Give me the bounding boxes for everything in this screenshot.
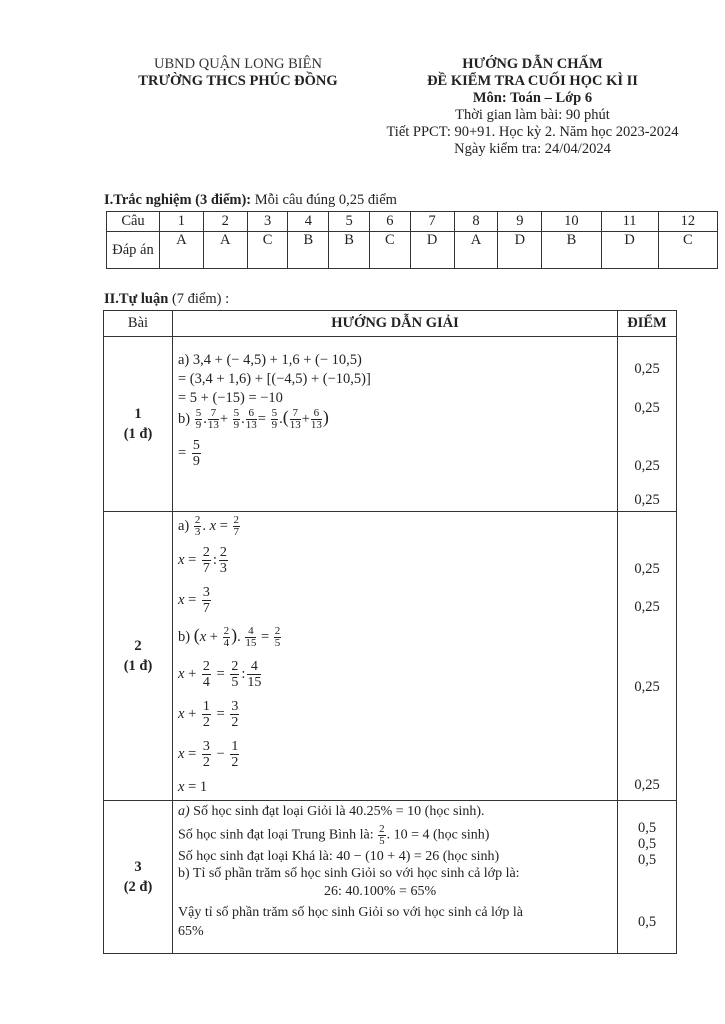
q3-number: 3 bbox=[134, 859, 142, 875]
q2-score: 0,25 bbox=[634, 599, 660, 615]
question-2-row bbox=[104, 512, 677, 801]
q1-score: 0,25 bbox=[634, 458, 660, 474]
q3-score: 0,5 bbox=[637, 852, 657, 868]
q3-line-a3: Số học sinh đạt loại Khá là: 40 − (10 + 4) = 26 (học sinh) bbox=[178, 849, 500, 864]
answer-letter: C bbox=[247, 232, 288, 269]
answer-letter: B bbox=[329, 232, 370, 269]
q2-line-b3: x + $\frac{1}{2}$ = $\frac{3}{2}$ bbox=[178, 699, 239, 730]
question-row bbox=[107, 212, 718, 232]
answer-letter: B bbox=[288, 232, 329, 269]
q3-a-prefix: a) bbox=[178, 804, 190, 819]
q2-line-b1: b) (x + $\frac{2}{4}$ ). $\frac{4}{15}$ = $\frac{2}{5}$ bbox=[178, 625, 281, 650]
answer-letter: A bbox=[203, 232, 247, 269]
question-number: 1 bbox=[160, 212, 204, 232]
q1-scores bbox=[618, 337, 677, 512]
q1-score: 0,25 bbox=[634, 361, 660, 377]
answer-letter: D bbox=[498, 232, 542, 269]
q2-score: 0,25 bbox=[634, 777, 660, 793]
part2-heading bbox=[104, 291, 229, 308]
answer-key-table bbox=[106, 211, 718, 269]
q3-a2-pre: Số học sinh đạt loại Trung Bình là: bbox=[178, 827, 378, 843]
question-number: 5 bbox=[329, 212, 370, 232]
answer-letter: D bbox=[601, 232, 658, 269]
col-header-bai: Bài bbox=[104, 311, 173, 337]
question-number: 4 bbox=[288, 212, 329, 232]
q3-score: 0,5 bbox=[637, 820, 657, 836]
q2-line-a2: x = $\frac{2}{7}$ : $\frac{2}{3}$ bbox=[178, 545, 227, 576]
q1-solution bbox=[173, 337, 618, 512]
period-info: Tiết PPCT: 90+91. Học kỳ 2. Năm học 2023-2024 bbox=[386, 124, 679, 140]
doc-title: HƯỚNG DẪN CHẤM bbox=[462, 56, 603, 72]
table-header-row bbox=[104, 311, 677, 337]
q2-score: 0,25 bbox=[634, 561, 660, 577]
q3-line-b2: 26: 40.100% = 65% bbox=[324, 884, 437, 899]
answer-letter: B bbox=[542, 232, 601, 269]
answer-letter: C bbox=[369, 232, 410, 269]
question-number: 3 bbox=[247, 212, 288, 232]
subject: Môn: Toán – Lớp 6 bbox=[472, 90, 593, 106]
q3-scores bbox=[618, 801, 677, 954]
part1-heading bbox=[104, 192, 397, 209]
question-number: 9 bbox=[498, 212, 542, 232]
row-label-answer: Đáp án bbox=[107, 232, 160, 269]
q3-a1-text: Số học sinh đạt loại Giỏi là 40.25% = 10 (học sinh). bbox=[189, 804, 485, 819]
school-header bbox=[108, 56, 368, 90]
q1-score: 0,25 bbox=[634, 400, 660, 416]
q1-label-cell bbox=[104, 337, 173, 512]
q3-line-b1: b) Tỉ số phần trăm số học sinh Giỏi so với học sinh cả lớp là: bbox=[178, 866, 520, 881]
q3-label-cell bbox=[104, 801, 173, 954]
q3-line-b3: Vậy tỉ số phần trăm số học sinh Giỏi so với học sinh cả lớp là bbox=[178, 905, 523, 920]
q2-solution bbox=[173, 512, 618, 801]
question-number: 8 bbox=[454, 212, 498, 232]
q3-score: 0,5 bbox=[637, 914, 657, 930]
q3-line-a2: Số học sinh đạt loại Trung Bình là: $\frac{2}{5}$ . 10 = 4 (học sinh) bbox=[178, 823, 490, 847]
q1-score: 0,25 bbox=[634, 492, 660, 508]
exam-title: ĐỀ KIỂM TRA CUỐI HỌC KÌ II bbox=[427, 73, 638, 89]
q1-number: 1 bbox=[134, 406, 142, 422]
answer-letter: A bbox=[160, 232, 204, 269]
answer-letter: A bbox=[454, 232, 498, 269]
part1-title: I.Trắc nghiệm (3 điểm): bbox=[104, 192, 252, 208]
question-number: 10 bbox=[542, 212, 601, 232]
q2-line-b4: x = $\frac{3}{2}$ − $\frac{1}{2}$ bbox=[178, 739, 239, 770]
question-number: 7 bbox=[410, 212, 454, 232]
answer-letter: C bbox=[658, 232, 717, 269]
question-3-row bbox=[104, 801, 677, 954]
question-number: 11 bbox=[601, 212, 658, 232]
school-name: TRƯỜNG THCS PHÚC ĐỒNG bbox=[138, 73, 338, 89]
q2-points: (1 đ) bbox=[123, 658, 153, 674]
q2-line-a3: x = $\frac{3}{7}$ bbox=[178, 585, 210, 616]
essay-guide-table bbox=[103, 310, 677, 954]
q2-line-a1: a) $\frac{2}{3}$ . x = $\frac{2}{7}$ bbox=[178, 514, 240, 538]
q1-points: (1 đ) bbox=[123, 426, 153, 442]
q2-label-cell bbox=[104, 512, 173, 801]
q3-a2-post: . 10 = 4 (học sinh) bbox=[386, 827, 490, 843]
q3-score: 0,5 bbox=[637, 836, 657, 852]
part1-note: Mỗi câu đúng 0,25 điểm bbox=[251, 192, 397, 208]
q2-line-b5: x = 1 bbox=[178, 779, 208, 795]
district-name: UBND QUẬN LONG BIÊN bbox=[154, 56, 322, 72]
q1-line-b2: = $\frac{5}{9}$ bbox=[178, 438, 200, 469]
duration: Thời gian làm bài: 90 phút bbox=[455, 107, 610, 123]
question-number: 6 bbox=[369, 212, 410, 232]
answer-row bbox=[107, 232, 718, 269]
question-1-row bbox=[104, 337, 677, 512]
q2-line-b2: x + $\frac{2}{4}$ = $\frac{2}{5}$ : $\frac{4}{15}$ bbox=[178, 659, 262, 690]
question-number: 12 bbox=[658, 212, 717, 232]
q1-line-a3: = 5 + (−15) = −10 bbox=[178, 390, 283, 406]
exam-date: Ngày kiểm tra: 24/04/2024 bbox=[454, 141, 611, 157]
q1-b-prefix: b) bbox=[178, 411, 191, 427]
q1-line-b1: b) $\frac{5}{9}$ . $\frac{7}{13}$ + $\frac{5}{9}$ . $\frac{6}{13}$ = $\frac{5}{9}$ .( $\frac{7}{13}$ + $\frac{6}{13}$ ) bbox=[178, 407, 329, 432]
part2-title: II.Tự luận bbox=[104, 291, 169, 307]
q1-line-a1: a) 3,4 + (− 4,5) + 1,6 + (− 10,5) bbox=[178, 352, 362, 368]
question-number: 2 bbox=[203, 212, 247, 232]
row-label-question: Câu bbox=[107, 212, 160, 232]
q3-line-a1 bbox=[178, 804, 485, 820]
q2-number: 2 bbox=[134, 638, 142, 654]
answer-letter: D bbox=[410, 232, 454, 269]
part2-note: (7 điểm) : bbox=[168, 291, 230, 307]
q1-line-a2: = (3,4 + 1,6) + [(−4,5) + (−10,5)] bbox=[178, 371, 371, 387]
q3-solution bbox=[173, 801, 618, 954]
q2-score: 0,25 bbox=[634, 679, 660, 695]
exam-header bbox=[360, 56, 705, 158]
q2-scores bbox=[618, 512, 677, 801]
q3-line-b4: 65% bbox=[178, 924, 204, 939]
q3-points: (2 đ) bbox=[123, 879, 153, 895]
col-header-guide: HƯỚNG DẪN GIẢI bbox=[173, 311, 618, 337]
col-header-score: ĐIỂM bbox=[618, 311, 677, 337]
